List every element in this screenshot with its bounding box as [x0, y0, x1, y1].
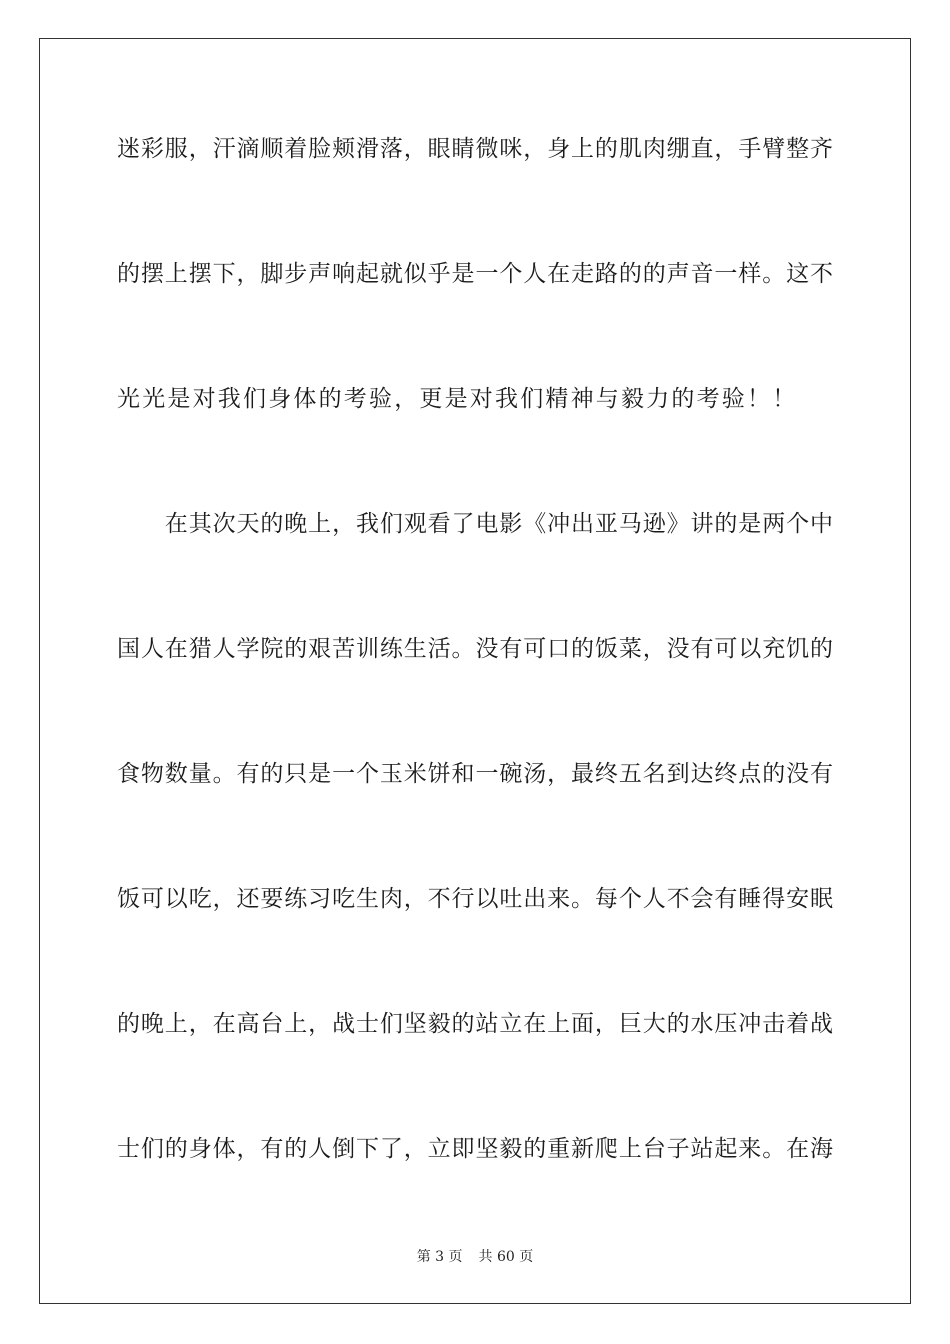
- text-line-6: 食物数量。有的只是一个玉米饼和一碗汤，最终五名到达终点的没有: [117, 761, 833, 787]
- text-line-3: 光光是对我们身体的考验，更是对我们精神与毅力的考验！！: [117, 386, 798, 412]
- text-line-8: 的晚上，在高台上，战士们坚毅的站立在上面，巨大的水压冲击着战: [117, 1011, 833, 1037]
- total-pages: 共 60 页: [478, 1249, 534, 1265]
- text-line-2: 的摆上摆下，脚步声响起就似乎是一个人在走路的的声音一样。这不: [117, 261, 833, 287]
- text-line-4: 在其次天的晚上，我们观看了电影《冲出亚马逊》讲的是两个中: [117, 511, 833, 537]
- text-line-7: 饭可以吃，还要练习吃生肉，不行以吐出来。每个人不会有睡得安眠: [117, 886, 833, 912]
- page-footer: [0, 1248, 950, 1266]
- text-line-1: 迷彩服，汗滴顺着脸颊滑落，眼睛微咪，身上的肌肉绷直，手臂整齐: [117, 136, 833, 162]
- text-line-9: 士们的身体，有的人倒下了，立即坚毅的重新爬上台子站起来。在海: [117, 1136, 833, 1162]
- page-border: [39, 38, 911, 1304]
- text-line-5: 国人在猎人学院的艰苦训练生活。没有可口的饭菜，没有可以充饥的: [117, 636, 833, 662]
- page-number: 第 3 页: [416, 1249, 463, 1265]
